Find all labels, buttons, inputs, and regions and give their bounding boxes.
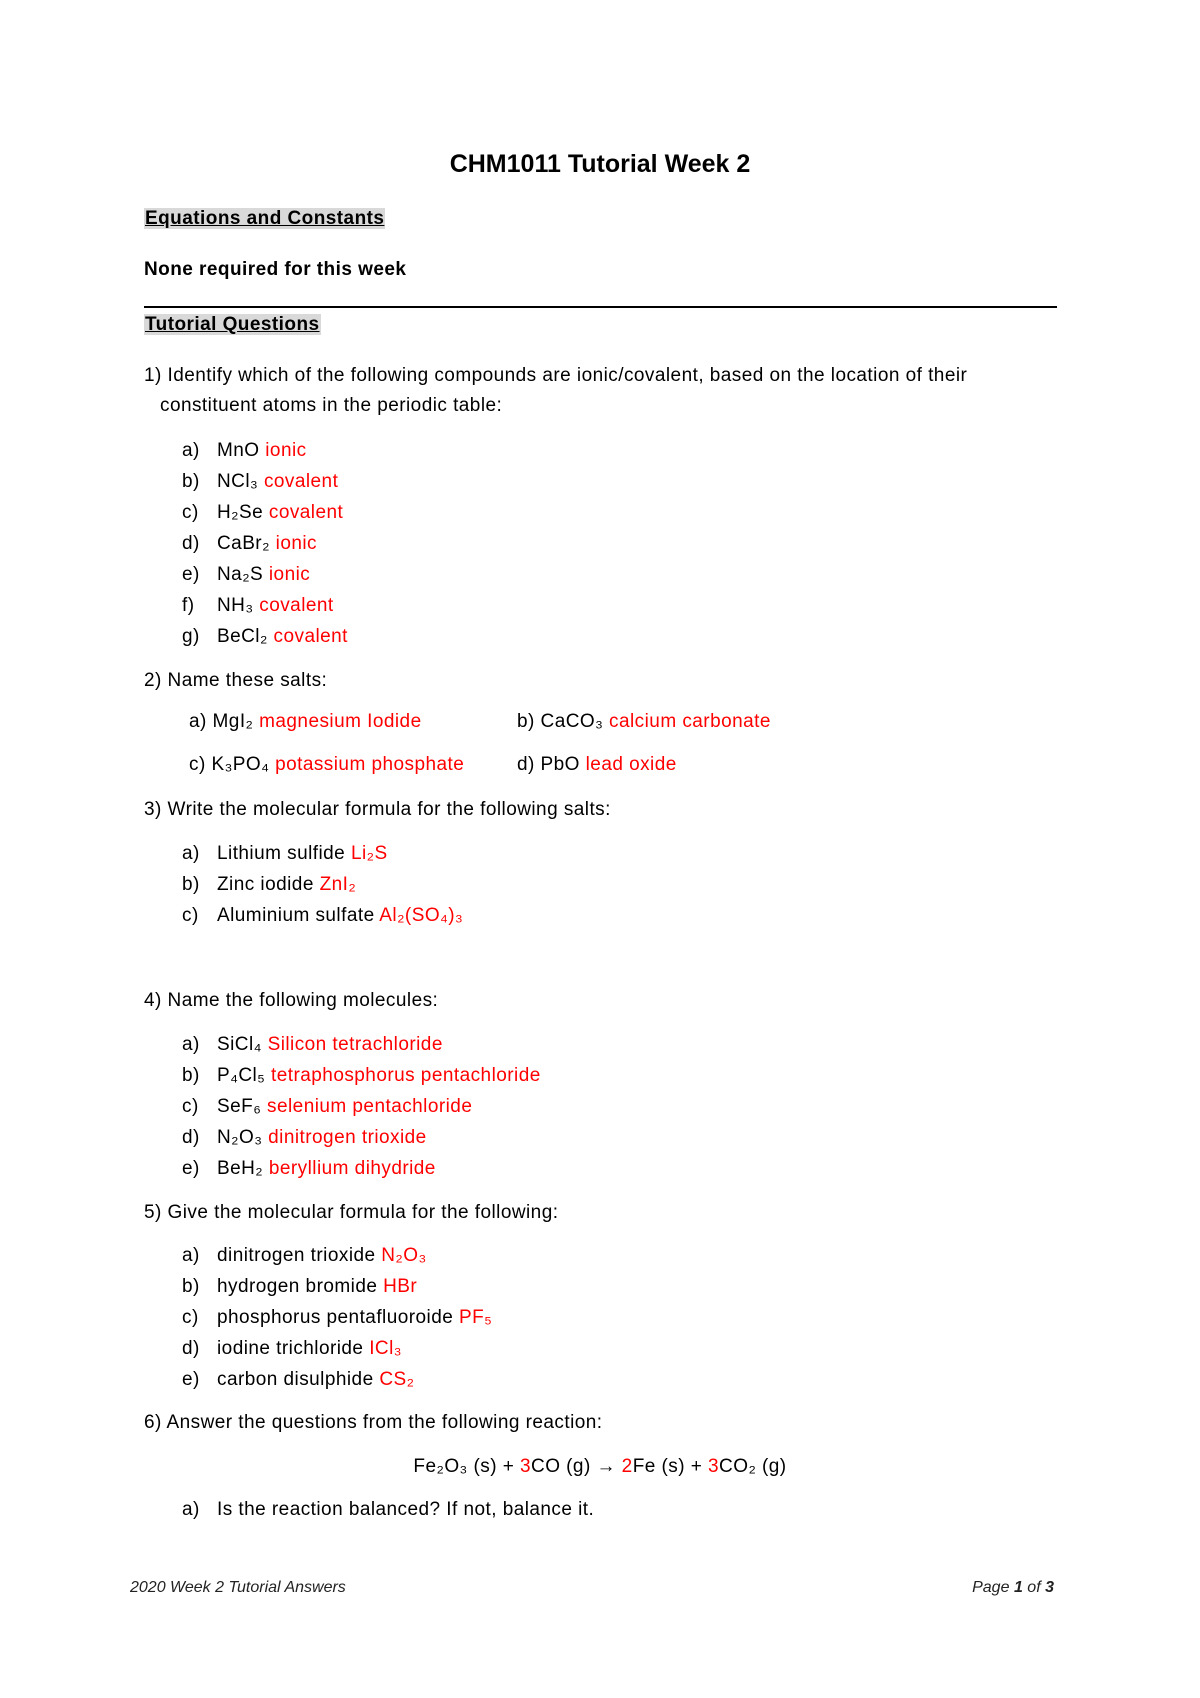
item-label: b) <box>517 711 535 732</box>
list-item <box>182 621 1042 652</box>
tutorial-section-heading <box>144 312 321 338</box>
salt-formula: CaCO₃ <box>540 711 604 732</box>
item-label: c) <box>182 1096 199 1117</box>
answer-text: N₂O₃ <box>381 1245 427 1266</box>
item-label: b) <box>182 1065 200 1086</box>
product-formula: CO₂ (g) <box>719 1456 787 1477</box>
item-label: d) <box>517 754 535 775</box>
salt-item <box>189 752 464 778</box>
item-label: d) <box>182 533 200 554</box>
answer-text: dinitrogen trioxide <box>268 1127 427 1148</box>
answer-text: selenium pentachloride <box>267 1096 473 1117</box>
footer-document-label: 2020 Week 2 Tutorial Answers <box>130 1579 346 1596</box>
list-item <box>182 1060 1042 1091</box>
list-item <box>182 1364 1042 1395</box>
question-number: 3) <box>144 799 162 820</box>
item-content <box>217 1302 492 1333</box>
list-item <box>182 466 1042 497</box>
item-label: b) <box>182 1276 200 1297</box>
list-item <box>182 900 1042 931</box>
reactant-formula: Fe₂O₃ (s) <box>413 1456 497 1477</box>
salt-item <box>189 709 422 735</box>
item-content <box>217 435 307 466</box>
chemical-equation <box>0 1454 1200 1480</box>
item-label: f) <box>182 595 195 616</box>
answer-text: ZnI₂ <box>319 874 357 895</box>
molecule-name: iodine trichloride <box>217 1338 364 1359</box>
item-text: Is the reaction balanced? If not, balance it. <box>217 1499 595 1520</box>
question-3-prompt <box>144 797 611 823</box>
salt-formula: PbO <box>540 754 580 775</box>
list-item <box>182 497 1042 528</box>
item-content <box>217 1122 427 1153</box>
question-6-list <box>182 1494 1042 1525</box>
compound-formula: MnO <box>217 440 260 461</box>
balancing-coefficient: 3 <box>520 1456 532 1477</box>
question-5-prompt <box>144 1200 558 1226</box>
list-item <box>182 869 1042 900</box>
item-label: e) <box>182 1369 200 1390</box>
item-label: d) <box>182 1338 200 1359</box>
question-text: Name the following molecules: <box>167 990 439 1011</box>
equations-note: None required for this week <box>144 259 407 280</box>
question-number: 2) <box>144 670 162 691</box>
molecule-formula: N₂O₃ <box>217 1127 263 1148</box>
reactant-formula: CO (g) <box>531 1456 591 1477</box>
compound-formula: Na₂S <box>217 564 264 585</box>
answer-text: lead oxide <box>585 754 677 775</box>
answer-text: covalent <box>259 595 334 616</box>
of-label: of <box>1027 1579 1041 1596</box>
answer-text: HBr <box>383 1276 418 1297</box>
question-6-prompt <box>144 1410 603 1436</box>
compound-formula: NCl₃ <box>217 471 259 492</box>
salt-name: Zinc iodide <box>217 874 314 895</box>
product-formula: Fe (s) <box>632 1456 685 1477</box>
item-content <box>217 1029 443 1060</box>
question-1-prompt-line-2: constituent atoms in the periodic table: <box>160 395 503 416</box>
molecule-formula: SeF₆ <box>217 1096 262 1117</box>
total-pages: 3 <box>1045 1579 1054 1596</box>
item-content <box>217 466 338 497</box>
molecule-formula: SiCl₄ <box>217 1034 262 1055</box>
molecule-formula: BeH₂ <box>217 1158 264 1179</box>
list-item <box>182 1091 1042 1122</box>
question-text: Identify which of the following compounds are ionic/covalent, based on the location of their <box>167 365 968 386</box>
item-label: a) <box>182 1034 200 1055</box>
question-text: Name these salts: <box>167 670 328 691</box>
item-label: e) <box>182 1158 200 1179</box>
item-label: c) <box>182 502 199 523</box>
item-content <box>217 900 463 931</box>
list-item <box>182 1240 1042 1271</box>
item-label: c) <box>189 754 206 775</box>
question-5-list <box>182 1240 1042 1395</box>
item-label: g) <box>182 626 200 647</box>
question-4-list <box>182 1029 1042 1184</box>
question-number: 5) <box>144 1202 162 1223</box>
item-content <box>217 1153 436 1184</box>
answer-text: covalent <box>273 626 348 647</box>
list-item <box>182 1029 1042 1060</box>
item-content <box>217 528 317 559</box>
item-content <box>217 869 356 900</box>
page-label: Page <box>972 1579 1010 1596</box>
list-item <box>182 1271 1042 1302</box>
item-content <box>217 1091 472 1122</box>
plus-sign: + <box>502 1456 515 1477</box>
item-content <box>217 1333 402 1364</box>
compound-formula: H₂Se <box>217 502 264 523</box>
answer-text: covalent <box>268 502 344 523</box>
item-content <box>217 590 334 621</box>
horizontal-divider <box>144 306 1057 308</box>
item-content <box>217 1271 417 1302</box>
item-label: b) <box>182 874 200 895</box>
question-number: 1) <box>144 365 162 386</box>
answer-text: Silicon tetrachloride <box>267 1034 443 1055</box>
item-content <box>217 1364 414 1395</box>
list-item <box>182 559 1042 590</box>
list-item <box>182 590 1042 621</box>
reaction-arrow-icon: → <box>596 1456 616 1477</box>
answer-text: potassium phosphate <box>275 754 465 775</box>
answer-text: beryllium dihydride <box>268 1158 436 1179</box>
answer-text: covalent <box>263 471 339 492</box>
molecule-name: phosphorus pentafluoroide <box>217 1307 454 1328</box>
molecule-name: carbon disulphide <box>217 1369 374 1390</box>
list-item <box>182 1494 1042 1525</box>
answer-text: PF₅ <box>459 1307 493 1328</box>
answer-text: ionic <box>268 564 311 585</box>
compound-formula: NH₃ <box>217 595 254 616</box>
answer-text: tetraphosphorus pentachloride <box>271 1065 541 1086</box>
item-content <box>217 621 348 652</box>
page-title: CHM1011 Tutorial Week 2 <box>449 150 751 178</box>
question-number: 6) <box>144 1412 162 1433</box>
question-text: Give the molecular formula for the following: <box>167 1202 559 1223</box>
salt-item <box>517 709 771 735</box>
question-3-list <box>182 838 1042 931</box>
item-label: a) <box>189 711 207 732</box>
question-text: Write the molecular formula for the following salts: <box>167 799 611 820</box>
list-item <box>182 1302 1042 1333</box>
item-label: a) <box>182 1245 200 1266</box>
list-item <box>182 1333 1042 1364</box>
answer-text: magnesium Iodide <box>259 711 422 732</box>
question-1-list <box>182 435 1042 652</box>
balancing-coefficient: 2 <box>621 1456 633 1477</box>
item-content <box>217 497 343 528</box>
salt-name: Lithium sulfide <box>217 843 346 864</box>
item-label: e) <box>182 564 200 585</box>
molecule-name: dinitrogen trioxide <box>217 1245 376 1266</box>
plus-sign: + <box>690 1456 703 1477</box>
question-text: Answer the questions from the following reaction: <box>166 1412 603 1433</box>
balancing-coefficient: 3 <box>708 1456 720 1477</box>
molecule-name: hydrogen bromide <box>217 1276 378 1297</box>
item-label: c) <box>182 1307 199 1328</box>
answer-text: Al₂(SO₄)₃ <box>379 905 464 926</box>
item-label: d) <box>182 1127 200 1148</box>
section-heading-text: Tutorial Questions <box>145 314 320 335</box>
item-label: c) <box>182 905 199 926</box>
item-content <box>217 838 388 869</box>
answer-text: calcium carbonate <box>609 711 771 732</box>
list-item <box>182 838 1042 869</box>
item-content <box>217 1240 427 1271</box>
item-label: a) <box>182 440 200 461</box>
list-item <box>182 528 1042 559</box>
compound-formula: BeCl₂ <box>217 626 268 647</box>
item-label: a) <box>182 1499 200 1520</box>
salt-name: Aluminium sulfate <box>217 905 375 926</box>
list-item <box>182 1122 1042 1153</box>
question-1-prompt-line-1 <box>144 363 967 389</box>
item-label: b) <box>182 471 200 492</box>
section-heading-text: Equations and Constants <box>145 208 385 229</box>
salt-formula: MgI₂ <box>212 711 254 732</box>
item-content <box>217 1060 541 1091</box>
equations-section-heading <box>144 206 385 232</box>
current-page: 1 <box>1013 1579 1023 1596</box>
molecule-formula: P₄Cl₅ <box>217 1065 266 1086</box>
list-item <box>182 1153 1042 1184</box>
salt-item <box>517 752 677 778</box>
list-item <box>182 435 1042 466</box>
item-content <box>217 559 310 590</box>
answer-text: ionic <box>265 440 307 461</box>
question-4-prompt <box>144 988 438 1014</box>
answer-text: Li₂S <box>350 843 388 864</box>
item-label: a) <box>182 843 200 864</box>
salt-formula: K₃PO₄ <box>211 754 270 775</box>
answer-text: ionic <box>275 533 317 554</box>
question-2-prompt <box>144 668 327 694</box>
question-number: 4) <box>144 990 162 1011</box>
answer-text: ICl₃ <box>369 1338 402 1359</box>
answer-text: CS₂ <box>379 1369 415 1390</box>
footer-page-number <box>972 1578 1054 1598</box>
compound-formula: CaBr₂ <box>217 533 270 554</box>
